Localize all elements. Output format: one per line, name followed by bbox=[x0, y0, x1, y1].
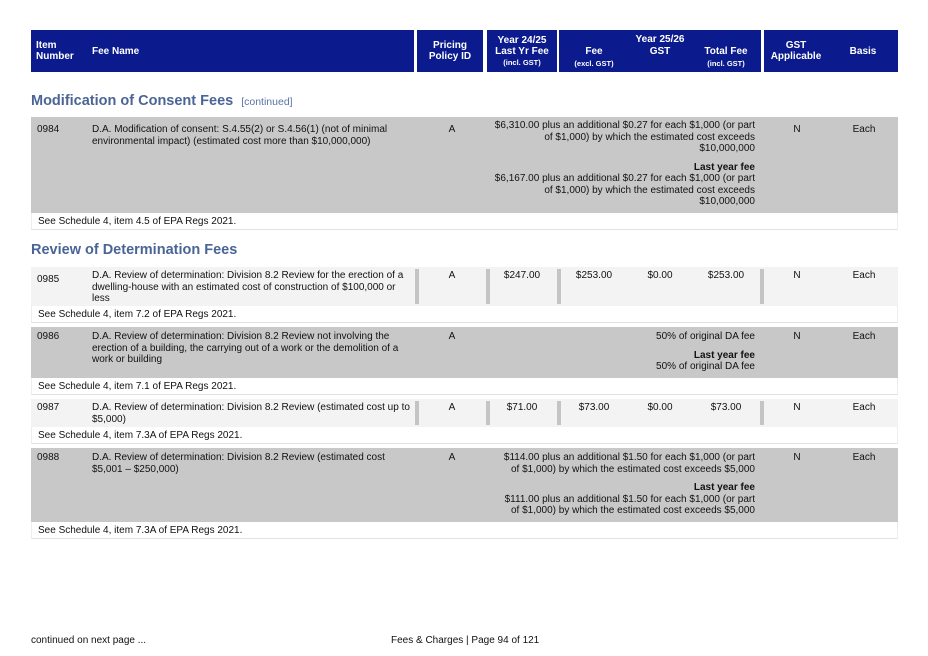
item-number: 0984 bbox=[37, 124, 60, 135]
column-divider bbox=[415, 401, 419, 425]
item-number: 0985 bbox=[37, 274, 60, 285]
last-yr-fee: $71.00 bbox=[506, 402, 538, 413]
fee-description: $6,310.00 plus an additional $0.27 for each $1,000 (or part of $1,000) by which the estimated cost exceeds $10,000,000 Last year fee $6,167.00 plus an additional $0.27 for each $1,000 (or part of $1,000) by which the estimated cost exceeds $10,000,000 bbox=[494, 120, 755, 207]
gst-amount: $0.00 bbox=[647, 270, 673, 281]
page-number: Fees & Charges | Page 94 of 121 bbox=[391, 635, 540, 646]
gst-applicable: N bbox=[793, 124, 801, 135]
column-divider bbox=[760, 269, 764, 304]
table-row bbox=[31, 399, 898, 427]
item-number: 0986 bbox=[37, 331, 60, 342]
last-year-label: Last year fee bbox=[693, 161, 755, 173]
schedule-note: See Schedule 4, item 7.3A of EPA Regs 2021. bbox=[31, 522, 898, 539]
gst-applicable: N bbox=[793, 270, 801, 281]
continued-label: [continued] bbox=[241, 96, 293, 108]
basis: Each bbox=[852, 452, 876, 463]
table-header bbox=[31, 30, 898, 72]
header-fee-name: Fee Name bbox=[87, 30, 414, 72]
header-item-number: Item Number bbox=[31, 30, 87, 72]
fee-name: D.A. Review of determination: Division 8.2 Review (estimated cost up to $5,000) bbox=[92, 402, 410, 425]
continued-on-next-page: continued on next page ... bbox=[31, 635, 147, 646]
header-total-incl-gst: (incl. GST) bbox=[707, 59, 745, 68]
basis: Each bbox=[852, 402, 876, 413]
column-divider bbox=[415, 269, 419, 304]
schedule-note: See Schedule 4, item 7.1 of EPA Regs 2021. bbox=[31, 378, 898, 395]
section-title: Review of Determination Fees bbox=[31, 242, 238, 258]
header-fee-excl-gst: (excl. GST) bbox=[574, 59, 614, 68]
schedule-note: See Schedule 4, item 7.3A of EPA Regs 2021. bbox=[31, 427, 898, 444]
last-yr-fee: $247.00 bbox=[503, 270, 541, 281]
column-divider bbox=[760, 401, 764, 425]
fee-name: D.A. Review of determination: Division 8.2 Review not involving the erection of a building, the carrying out of a work or the demolition of a work or building bbox=[92, 331, 399, 365]
section-title: Modification of Consent Fees [continued] bbox=[31, 93, 293, 109]
item-number: 0988 bbox=[37, 452, 60, 463]
fee-name: D.A. Review of determination: Division 8.2 Review (estimated cost $5,001 – $250,000) bbox=[92, 452, 385, 475]
gst-applicable: N bbox=[793, 331, 801, 342]
header-basis: Basis bbox=[828, 30, 898, 72]
header-pricing-policy-id: Pricing Policy ID bbox=[417, 30, 483, 72]
last-year-label: Last year fee bbox=[693, 349, 755, 361]
total-fee: $73.00 bbox=[710, 402, 742, 413]
header-gst: GST bbox=[649, 46, 671, 57]
table-row bbox=[31, 448, 898, 522]
gst-applicable: N bbox=[793, 452, 801, 463]
fee-name: D.A. Review of determination: Division 8.2 Review for the erection of a dwelling-house with an estimated cost of construction of $100,000 or less bbox=[92, 270, 404, 304]
gst-amount: $0.00 bbox=[647, 402, 673, 413]
fee-description: 50% of original DA fee Last year fee 50% of original DA fee bbox=[656, 331, 755, 372]
fee-description: $114.00 plus an additional $1.50 for each $1,000 (or part of $1,000) by which the estimated cost exceeds $5,000 Last year fee $111.00 plus an additional $1.50 for each $1,000 (or part of $1,000) by which the estimated cost exceeds $5,000 bbox=[503, 452, 755, 516]
header-year-curr: Year 25/26 bbox=[635, 34, 685, 45]
fee-name: D.A. Modification of consent: S.4.55(2) or S.4.56(1) (not of minimal environmental impact) (estimated cost more than $10,000,000) bbox=[92, 124, 388, 147]
schedule-note: See Schedule 4, item 4.5 of EPA Regs 2021. bbox=[31, 213, 898, 230]
pricing-policy-id: A bbox=[448, 270, 456, 281]
basis: Each bbox=[852, 331, 876, 342]
fee-excl-gst: $73.00 bbox=[578, 402, 610, 413]
basis: Each bbox=[852, 270, 876, 281]
fee-excl-gst: $253.00 bbox=[575, 270, 613, 281]
basis: Each bbox=[852, 124, 876, 135]
schedule-note: See Schedule 4, item 7.2 of EPA Regs 2021. bbox=[31, 306, 898, 323]
header-fee: Fee bbox=[585, 46, 603, 57]
pricing-policy-id: A bbox=[448, 331, 456, 342]
item-number: 0987 bbox=[37, 402, 60, 413]
table-row bbox=[31, 267, 898, 306]
header-last-yr-fee: Year 24/25 Last Yr Fee (incl. GST) bbox=[487, 30, 557, 72]
gst-applicable: N bbox=[793, 402, 801, 413]
last-year-label: Last year fee bbox=[693, 482, 755, 493]
table-row bbox=[31, 327, 898, 378]
pricing-policy-id: A bbox=[448, 402, 456, 413]
pricing-policy-id: A bbox=[448, 124, 456, 135]
total-fee: $253.00 bbox=[707, 270, 745, 281]
table-row bbox=[31, 117, 898, 213]
pricing-policy-id: A bbox=[448, 452, 456, 463]
header-total-fee: Total Fee bbox=[704, 46, 748, 57]
header-gst-applicable: GST Applicable bbox=[764, 30, 828, 72]
